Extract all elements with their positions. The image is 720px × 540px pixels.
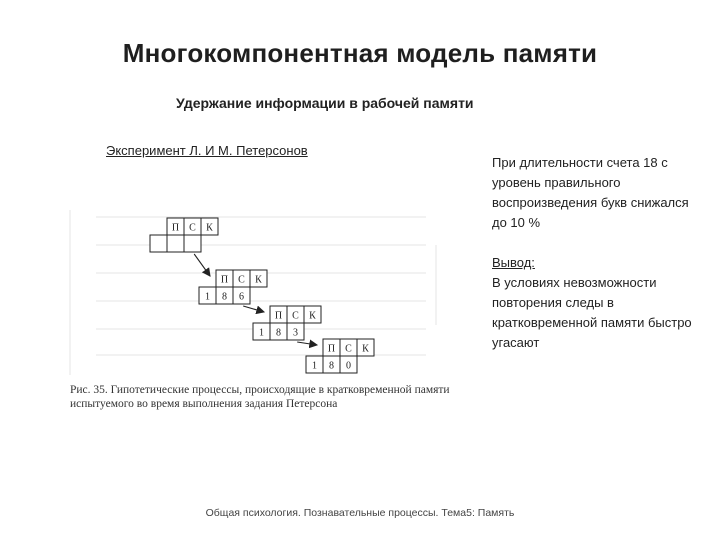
letter-cell-text: П [327, 343, 336, 355]
memory-stage-3 [253, 306, 321, 340]
finding-text: При длительности счета 18 с уровень правильного воспроизведения букв снижался до 10 % [492, 155, 689, 230]
letter-cell-text: С [238, 274, 245, 286]
letter-cell-text: С [189, 222, 196, 234]
digit-cell-text: 6 [239, 291, 244, 303]
digit-cell-text: 1 [205, 291, 210, 303]
letter-cell-text: К [362, 343, 369, 355]
slide-title: Многокомпонентная модель памяти [122, 38, 598, 68]
conclusion-text: В условиях невозможности повторения следы в кратковременной памяти быстро угасают [492, 275, 692, 350]
digit-cell-text: 0 [346, 360, 351, 372]
slide-subtitle: Удержание информации в рабочей памяти [176, 95, 474, 111]
digit-cell [167, 235, 184, 252]
digit-cell [184, 235, 201, 252]
digit-cell-text: 1 [312, 360, 317, 372]
conclusion-block [492, 253, 697, 353]
digit-cell-text: 3 [293, 327, 298, 339]
conclusion-title: Вывод: [492, 255, 535, 270]
digit-cell-text: 1 [259, 327, 264, 339]
stage-arrow [297, 342, 317, 345]
memory-stage-4 [306, 339, 374, 373]
memory-stage-1 [150, 218, 218, 252]
figure-caption: Рис. 35. Гипотетические процессы, происходящие в кратковременной памяти испытуемого во время выполнения задания Петерсона [70, 384, 450, 410]
digit-cell [150, 235, 167, 252]
letter-cell-text: К [255, 274, 262, 286]
letter-cell-text: К [309, 310, 316, 322]
digit-cell-text: 8 [222, 291, 227, 303]
digit-cell-text: 8 [329, 360, 334, 372]
letter-cell-text: С [292, 310, 299, 322]
letter-cell-text: П [220, 274, 229, 286]
letter-cell-text: С [345, 343, 352, 355]
letter-cell-text: П [274, 310, 283, 322]
digit-cell-text: 8 [276, 327, 281, 339]
letter-cell-text: К [206, 222, 213, 234]
experiment-label: Эксперимент Л. И М. Петерсонов [106, 143, 308, 158]
letter-cell-text: П [171, 222, 180, 234]
slide-footer: Общая психология. Познавательные процессы. Тема5: Память [205, 507, 515, 519]
scan-texture [70, 210, 436, 375]
stage-arrow [243, 306, 264, 312]
